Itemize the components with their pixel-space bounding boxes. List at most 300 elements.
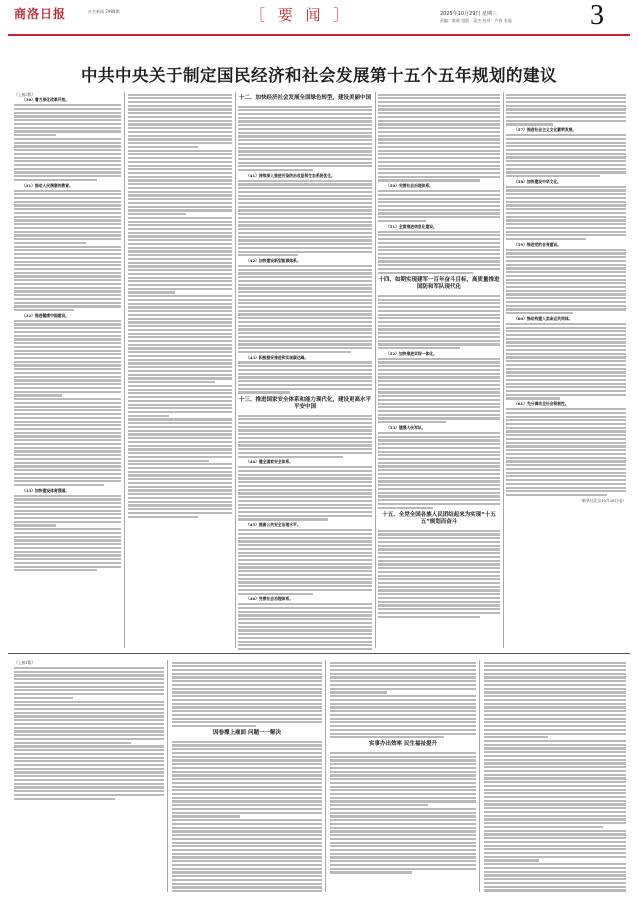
section-head: （50）完善社会治理体系。 bbox=[386, 183, 434, 189]
text-line bbox=[128, 213, 186, 215]
text-line bbox=[378, 257, 500, 259]
text-line bbox=[128, 463, 232, 465]
text-line bbox=[128, 247, 232, 249]
text-line bbox=[330, 838, 476, 840]
text-line bbox=[506, 430, 626, 432]
text-line bbox=[238, 437, 372, 439]
text-line bbox=[172, 756, 322, 758]
text-line bbox=[378, 314, 500, 316]
text-line bbox=[128, 250, 232, 252]
text-line bbox=[238, 162, 372, 164]
text-line bbox=[128, 206, 232, 208]
text-line bbox=[506, 264, 626, 266]
text-line bbox=[14, 246, 121, 248]
text-line bbox=[14, 323, 121, 325]
text-line bbox=[238, 150, 372, 152]
text-line bbox=[14, 287, 121, 289]
continued-marker: （上接1版） bbox=[14, 660, 36, 665]
text-line bbox=[330, 778, 476, 780]
text-line bbox=[14, 409, 121, 411]
text-line bbox=[378, 242, 500, 244]
text-line bbox=[172, 886, 322, 888]
text-line bbox=[14, 193, 121, 195]
text-line bbox=[330, 759, 476, 761]
text-line bbox=[484, 818, 626, 820]
text-line bbox=[484, 736, 548, 738]
text-line bbox=[238, 287, 372, 289]
text-line bbox=[128, 120, 232, 122]
text-line bbox=[378, 108, 500, 110]
text-line bbox=[506, 301, 626, 303]
text-line bbox=[378, 597, 500, 599]
text-line bbox=[378, 503, 500, 505]
text-line bbox=[238, 633, 372, 635]
text-line bbox=[14, 331, 121, 333]
text-line bbox=[172, 771, 322, 773]
text-line bbox=[378, 578, 500, 580]
text-line bbox=[484, 695, 626, 697]
text-line bbox=[128, 381, 215, 383]
article-column-1 bbox=[14, 92, 121, 650]
text-line bbox=[238, 291, 372, 293]
text-line bbox=[238, 284, 372, 286]
text-line bbox=[484, 852, 626, 854]
text-line bbox=[14, 734, 164, 736]
text-line bbox=[378, 552, 500, 554]
text-line bbox=[378, 295, 500, 297]
text-line bbox=[506, 487, 626, 489]
text-line bbox=[172, 834, 322, 836]
text-line bbox=[238, 365, 372, 367]
text-line bbox=[172, 662, 322, 664]
text-line bbox=[128, 228, 232, 230]
text-line bbox=[128, 486, 232, 488]
text-line bbox=[238, 302, 372, 304]
text-line bbox=[484, 815, 626, 817]
text-line bbox=[506, 327, 626, 329]
text-line bbox=[14, 678, 164, 680]
text-line bbox=[484, 673, 626, 675]
text-line bbox=[506, 238, 586, 240]
text-line bbox=[484, 845, 626, 847]
text-line bbox=[330, 812, 476, 814]
text-line bbox=[238, 165, 372, 167]
text-line bbox=[378, 484, 500, 486]
text-line bbox=[330, 684, 476, 686]
text-line bbox=[172, 883, 322, 885]
text-line bbox=[330, 703, 476, 705]
text-line bbox=[128, 407, 232, 409]
text-line bbox=[378, 97, 500, 99]
text-line bbox=[506, 216, 626, 218]
text-line bbox=[330, 662, 476, 664]
text-line bbox=[238, 313, 372, 315]
text-line bbox=[238, 361, 372, 363]
text-line bbox=[506, 201, 626, 203]
text-line bbox=[238, 388, 372, 390]
text-line bbox=[378, 417, 500, 419]
text-line bbox=[238, 236, 372, 238]
text-line bbox=[484, 747, 626, 749]
section-head: （59）推进党的自身建设。 bbox=[514, 241, 562, 247]
text-line bbox=[506, 397, 560, 399]
text-line bbox=[14, 428, 121, 430]
text-line bbox=[128, 374, 232, 376]
masthead-rule bbox=[8, 34, 630, 36]
text-line bbox=[378, 388, 500, 390]
text-line bbox=[378, 340, 500, 342]
text-line bbox=[238, 154, 372, 156]
text-line bbox=[378, 593, 500, 595]
text-line bbox=[238, 500, 372, 502]
text-line bbox=[172, 875, 322, 877]
text-line bbox=[330, 706, 476, 708]
text-line bbox=[238, 489, 372, 491]
text-line bbox=[484, 706, 626, 708]
text-line bbox=[484, 878, 626, 880]
text-line bbox=[506, 434, 626, 436]
text-line bbox=[238, 578, 372, 580]
text-line bbox=[506, 101, 626, 103]
text-line bbox=[378, 205, 500, 207]
text-line bbox=[128, 318, 232, 320]
text-line bbox=[172, 871, 322, 873]
text-line bbox=[238, 603, 372, 605]
text-line bbox=[506, 416, 626, 418]
text-line bbox=[128, 389, 232, 391]
text-line bbox=[506, 212, 626, 214]
text-line bbox=[378, 439, 500, 441]
text-line bbox=[378, 586, 500, 588]
lower-column-4 bbox=[484, 660, 626, 892]
text-line bbox=[506, 204, 626, 206]
text-line bbox=[506, 323, 626, 325]
text-line bbox=[378, 399, 500, 401]
text-line bbox=[14, 484, 104, 486]
text-line bbox=[378, 194, 500, 196]
text-line bbox=[238, 607, 372, 609]
text-line bbox=[506, 479, 626, 481]
text-line bbox=[238, 626, 372, 628]
page-number: 3 bbox=[590, 0, 604, 31]
text-line bbox=[14, 524, 56, 526]
text-line bbox=[238, 128, 372, 130]
text-line bbox=[172, 744, 322, 746]
text-line bbox=[506, 472, 626, 474]
text-line bbox=[238, 340, 372, 342]
text-line bbox=[506, 186, 626, 188]
text-line bbox=[128, 329, 232, 331]
lower-column-2 bbox=[172, 660, 322, 892]
dateline: 2025年10月29日 星期三 bbox=[440, 11, 498, 17]
text-line bbox=[378, 201, 500, 203]
text-line bbox=[506, 171, 626, 173]
text-line bbox=[238, 243, 372, 245]
text-line bbox=[378, 116, 500, 118]
text-line bbox=[484, 859, 539, 861]
text-line bbox=[14, 275, 121, 277]
text-line bbox=[128, 265, 232, 267]
text-line bbox=[378, 249, 500, 251]
text-line bbox=[330, 729, 476, 731]
text-line bbox=[378, 384, 500, 386]
text-line bbox=[484, 759, 626, 761]
text-line bbox=[172, 748, 322, 750]
text-line bbox=[330, 823, 476, 825]
text-line bbox=[330, 849, 476, 851]
text-line bbox=[330, 797, 476, 799]
text-line bbox=[128, 344, 232, 346]
text-line bbox=[238, 496, 372, 498]
section-head: （31）推动人民满意的教育。 bbox=[22, 182, 73, 188]
text-line bbox=[484, 867, 626, 869]
text-line bbox=[14, 376, 121, 378]
text-line bbox=[128, 157, 232, 159]
text-line bbox=[128, 273, 232, 275]
text-line bbox=[378, 246, 500, 248]
text-line bbox=[506, 445, 626, 447]
text-line bbox=[330, 853, 476, 855]
text-line bbox=[378, 604, 500, 606]
text-line bbox=[128, 467, 232, 469]
text-line bbox=[506, 256, 626, 258]
text-line bbox=[484, 886, 626, 888]
text-line bbox=[484, 777, 626, 779]
text-line bbox=[238, 135, 372, 137]
text-line bbox=[330, 868, 476, 870]
text-line bbox=[128, 471, 232, 473]
text-line bbox=[128, 172, 232, 174]
lower-column-3 bbox=[330, 660, 476, 892]
text-line bbox=[330, 763, 476, 765]
text-line bbox=[378, 310, 500, 312]
text-line bbox=[14, 227, 121, 229]
text-line bbox=[238, 426, 372, 428]
text-line bbox=[330, 845, 476, 847]
text-line bbox=[378, 545, 500, 547]
text-line bbox=[238, 563, 372, 565]
text-line bbox=[238, 221, 372, 223]
text-line bbox=[506, 364, 626, 366]
text-line bbox=[128, 426, 232, 428]
text-line bbox=[238, 191, 372, 193]
text-line bbox=[378, 361, 500, 363]
text-line bbox=[172, 695, 322, 697]
text-line bbox=[484, 781, 626, 783]
text-line bbox=[128, 504, 232, 506]
text-line bbox=[14, 290, 121, 292]
text-line bbox=[172, 691, 322, 693]
text-line bbox=[238, 648, 372, 650]
text-line bbox=[378, 336, 500, 338]
text-line bbox=[172, 819, 322, 821]
text-line bbox=[378, 376, 500, 378]
text-line bbox=[378, 161, 500, 163]
text-line bbox=[128, 168, 232, 170]
text-line bbox=[128, 418, 232, 420]
text-line bbox=[506, 271, 626, 273]
chapter-subhead: 十五、全党全国各族人民团结起来为实现“十五五”规划而奋斗 bbox=[382, 511, 496, 526]
text-line bbox=[14, 119, 121, 121]
chapter-subhead: 十二、加快经济社会发展全面绿色转型，建设美丽中国 bbox=[238, 95, 371, 101]
text-line bbox=[484, 766, 626, 768]
text-line bbox=[128, 254, 232, 256]
text-line bbox=[378, 299, 500, 301]
text-line bbox=[128, 508, 232, 510]
text-line bbox=[238, 217, 372, 219]
text-line bbox=[484, 785, 626, 787]
text-line bbox=[172, 703, 322, 705]
text-line bbox=[378, 317, 500, 319]
text-line bbox=[378, 198, 500, 200]
text-line bbox=[506, 464, 626, 466]
text-line bbox=[378, 176, 500, 178]
text-line bbox=[330, 767, 476, 769]
text-line bbox=[128, 217, 232, 219]
text-line bbox=[506, 260, 626, 262]
text-line bbox=[14, 112, 121, 114]
text-line bbox=[14, 443, 121, 445]
text-line bbox=[14, 701, 164, 703]
text-line bbox=[14, 234, 121, 236]
text-line bbox=[238, 276, 372, 278]
text-line bbox=[14, 261, 121, 263]
text-line bbox=[238, 474, 372, 476]
text-line bbox=[128, 325, 232, 327]
text-line bbox=[378, 94, 500, 96]
text-line bbox=[238, 336, 372, 338]
text-line bbox=[238, 415, 372, 417]
text-line bbox=[14, 264, 121, 266]
text-line bbox=[484, 691, 626, 693]
article-column-3 bbox=[238, 92, 372, 650]
text-line bbox=[378, 142, 500, 144]
text-line bbox=[378, 395, 500, 397]
text-line bbox=[14, 667, 164, 669]
text-line bbox=[172, 741, 322, 743]
text-line bbox=[14, 477, 121, 479]
text-line bbox=[172, 789, 322, 791]
text-line bbox=[378, 306, 500, 308]
text-line bbox=[484, 837, 626, 839]
text-line bbox=[506, 308, 626, 310]
text-line bbox=[238, 328, 372, 330]
text-line bbox=[506, 349, 626, 351]
text-line bbox=[238, 433, 372, 435]
text-line bbox=[506, 453, 626, 455]
text-line bbox=[238, 147, 372, 149]
text-line bbox=[14, 279, 121, 281]
text-line bbox=[14, 272, 121, 274]
text-line bbox=[238, 552, 372, 554]
text-line bbox=[378, 563, 500, 565]
text-line bbox=[484, 665, 626, 667]
text-line bbox=[506, 360, 626, 362]
lower-subhead: 实事办出效率 民生福祉提升 bbox=[369, 741, 437, 748]
text-line bbox=[14, 715, 164, 717]
text-line bbox=[378, 582, 500, 584]
text-line bbox=[238, 504, 372, 506]
text-line bbox=[506, 390, 626, 392]
text-line bbox=[128, 516, 198, 518]
text-line bbox=[128, 512, 232, 514]
text-line bbox=[484, 796, 626, 798]
text-line bbox=[378, 403, 500, 405]
text-line bbox=[238, 376, 372, 378]
text-line bbox=[484, 874, 626, 876]
text-line bbox=[484, 718, 626, 720]
text-line bbox=[506, 460, 626, 462]
text-line bbox=[330, 789, 476, 791]
article-column-5 bbox=[506, 92, 626, 650]
text-line bbox=[14, 727, 164, 729]
column-divider bbox=[479, 660, 480, 892]
section-head: （58）加快建设中华文化。 bbox=[514, 178, 562, 184]
text-line bbox=[14, 398, 121, 400]
text-line bbox=[128, 221, 232, 223]
text-line bbox=[238, 629, 372, 631]
text-line bbox=[378, 146, 500, 148]
text-line bbox=[506, 290, 626, 292]
text-line bbox=[330, 771, 476, 773]
logo-subtitle: 社会新闻 2989期 bbox=[88, 9, 120, 14]
text-line bbox=[238, 466, 372, 468]
text-line bbox=[378, 537, 500, 539]
text-line bbox=[484, 680, 626, 682]
text-line bbox=[506, 160, 626, 162]
text-line bbox=[238, 422, 372, 424]
text-line bbox=[330, 680, 476, 682]
text-line bbox=[238, 209, 372, 211]
text-line bbox=[238, 585, 372, 587]
main-headline: 中共中央关于制定国民经济和社会发展第十五个五年规划的建议 bbox=[81, 66, 557, 85]
text-line bbox=[238, 448, 372, 450]
article-column-2 bbox=[128, 92, 232, 650]
text-line bbox=[238, 570, 372, 572]
text-line bbox=[14, 219, 121, 221]
column-divider bbox=[167, 660, 168, 892]
text-line bbox=[14, 160, 121, 162]
article-column-4 bbox=[378, 92, 500, 650]
text-line bbox=[14, 338, 121, 340]
text-line bbox=[378, 548, 500, 550]
text-line bbox=[506, 112, 626, 114]
text-line bbox=[506, 105, 626, 107]
text-line bbox=[378, 608, 500, 610]
text-line bbox=[506, 297, 626, 299]
text-line bbox=[330, 699, 476, 701]
text-line bbox=[128, 116, 232, 118]
text-line bbox=[14, 671, 164, 673]
text-line bbox=[14, 473, 121, 475]
text-line bbox=[378, 238, 500, 240]
text-line bbox=[506, 279, 626, 281]
text-line bbox=[172, 845, 322, 847]
text-line bbox=[330, 842, 476, 844]
text-line bbox=[172, 827, 322, 829]
text-line bbox=[330, 669, 476, 671]
text-line bbox=[128, 153, 232, 155]
section-head: （45）提高公共安全治理水平。 bbox=[246, 522, 301, 528]
text-line bbox=[378, 272, 473, 274]
text-line bbox=[128, 321, 232, 323]
text-line bbox=[506, 419, 626, 421]
text-line bbox=[378, 190, 500, 192]
text-line bbox=[378, 150, 500, 152]
text-line bbox=[238, 589, 372, 591]
lower-subhead: 因卷撑上雇面 问题一一解决 bbox=[213, 730, 281, 737]
text-line bbox=[506, 356, 626, 358]
